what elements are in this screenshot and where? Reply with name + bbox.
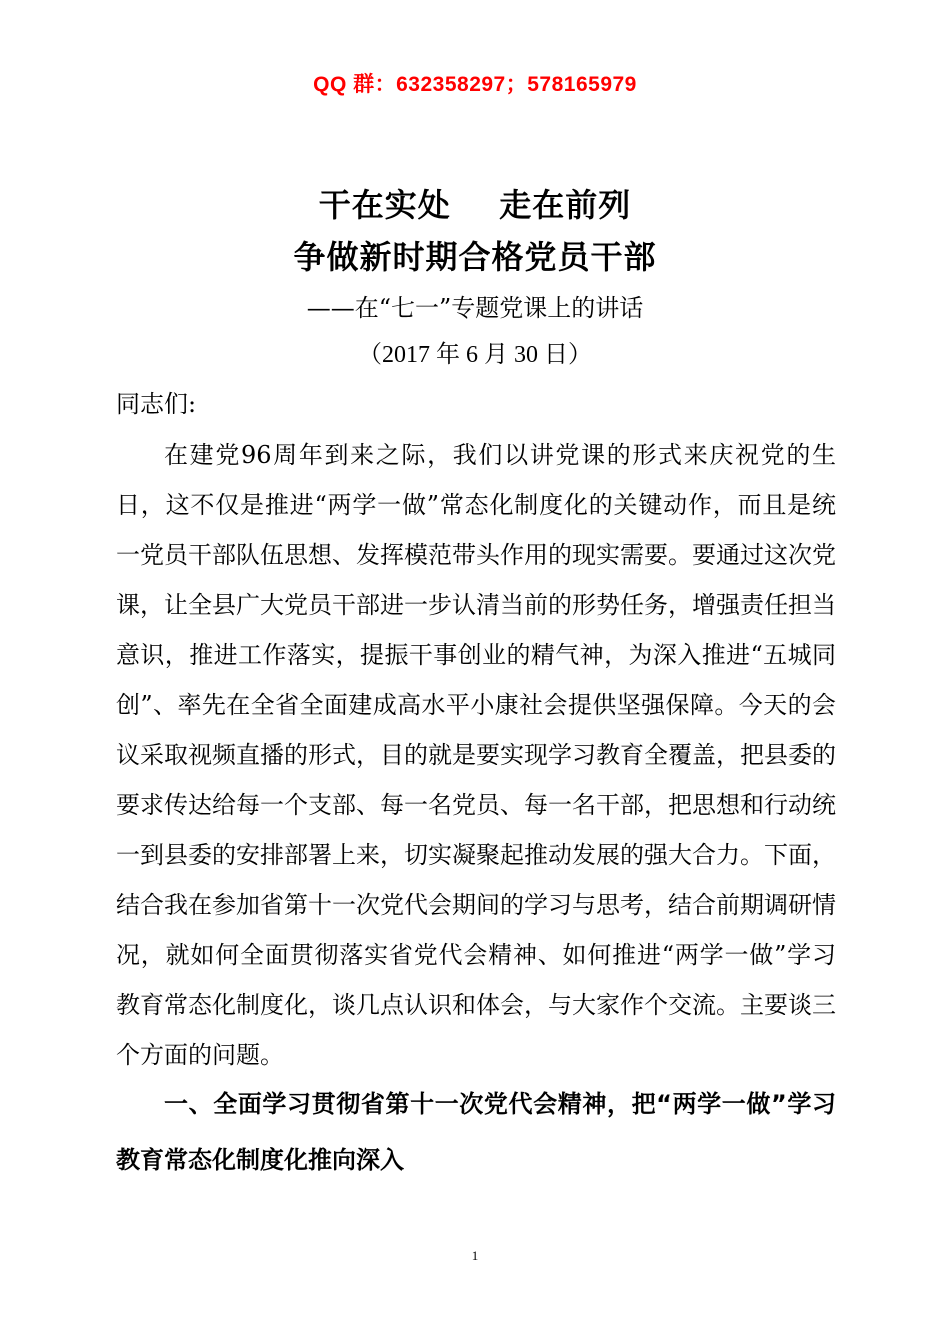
page-number: 1 (471, 1248, 479, 1263)
body-paragraph: 在建党96周年到来之际，我们以讲党课的形式来庆祝党的生日，这不仅是推进“两学一做”常态化制度化的关键动作，而且是统一党员干部队伍思想、发挥模范带头作用的现实需要。要通过这次党课，让全县广大党员干部进一步认清当前的形势任务，增强责任担当意识，推进工作落实，提振干事创业的精气神，为深入推进“五城同创”、率先在全省全面建成高水平小康社会提供坚强保障。今天的会议采取视频直播的形式，目的就是要实现学习教育全覆盖，把县委的要求传达给每一个支部、每一名党员、每一名干部，把思想和行动统一到县委的安排部署上来，切实凝聚起推动发展的强大合力。下面，结合我在参加省第十一次党代会期间的学习与思考，结合前期调研情况，就如何全面贯彻落实省党代会精神、如何推进“两学一做”学习教育常态化制度化，谈几点认识和体会，与大家作个交流。主要谈三个方面的问题。 (116, 441, 836, 1069)
document-title-line2: 争做新时期合格党员干部 (293, 238, 657, 276)
document-title-line1: 干在实处 走在前列 (318, 186, 632, 224)
salutation: 同志们: (116, 390, 197, 418)
document-subtitle: ——在“七一”专题党课上的讲话 (306, 294, 644, 322)
section-heading: 一、全面学习贯彻省第十一次党代会精神，把“两学一做”学习教育常态化制度化推向深入 (116, 1090, 836, 1174)
document-date: （2017 年 6 月 30 日） (358, 342, 592, 368)
qq-group-header: QQ 群：632358297；578165979 (313, 73, 637, 96)
